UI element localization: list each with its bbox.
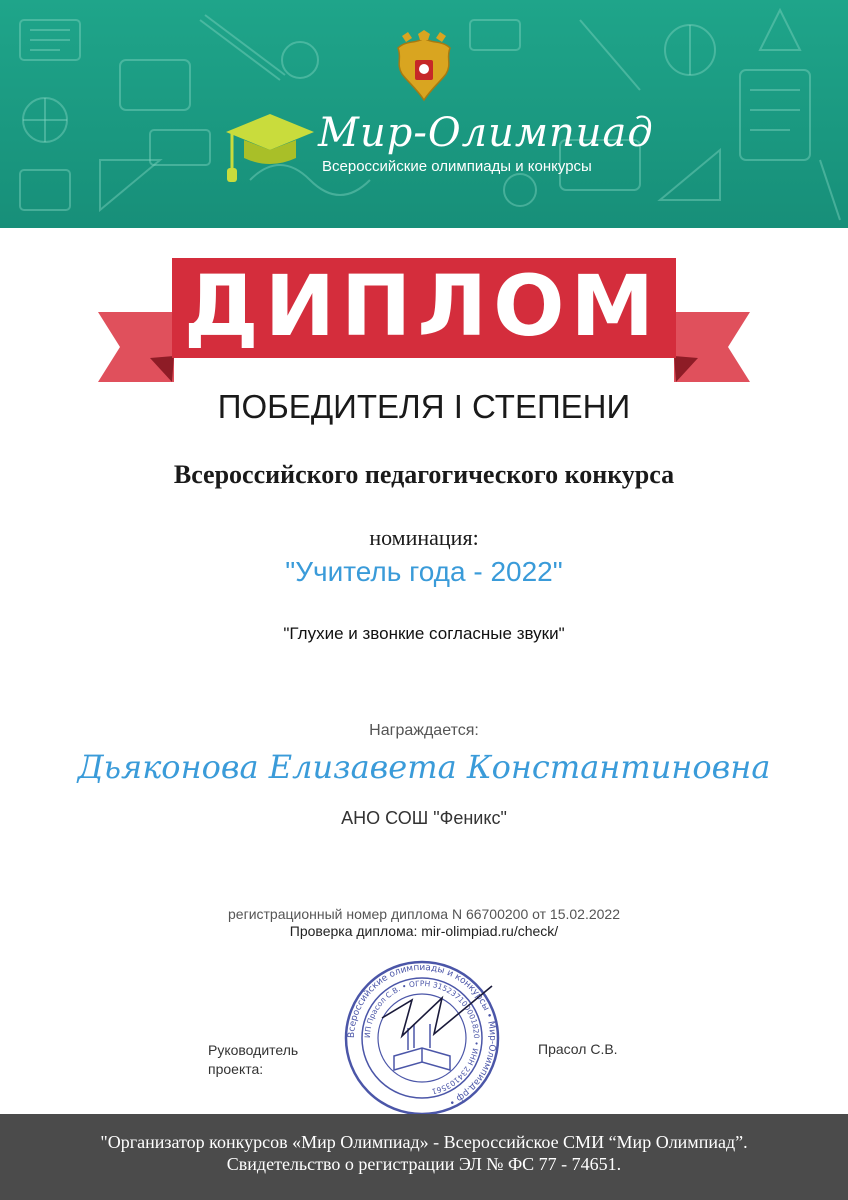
leader-name: Прасол С.В. <box>538 1041 618 1057</box>
awardee-organization: АНО СОШ "Феникс" <box>341 808 507 828</box>
leader-label: Руководитель проекта: <box>208 1042 299 1077</box>
contest-name: Всероссийского педагогического конкурса <box>173 460 675 489</box>
stamp-outer-text: Всероссийские олимпиады и конкурсы • Мир-Олимпиад.рф • <box>346 962 498 1108</box>
stamp-inner-text: ИП Прасол С.В. • ОГРН 315237100001820 • ИНН 234103561 <box>362 978 482 1097</box>
russian-coat-of-arms-icon <box>388 30 460 106</box>
awardee-name: Дьяконова Елизавета Константиновна <box>77 748 771 786</box>
footer <box>0 1114 848 1200</box>
logo-subtitle: Всероссийские олимпиады и конкурсы <box>322 158 592 175</box>
awarded-label: Награждается: <box>369 722 479 739</box>
footer-line-2: Свидетельство о регистрации ЭЛ № ФС 77 - 74651. <box>226 1154 622 1174</box>
nomination-value: "Учитель года - 2022" <box>285 556 563 587</box>
check-link[interactable]: Проверка диплома: mir-olimpiad.ru/check/ <box>289 923 559 939</box>
official-stamp <box>342 958 502 1118</box>
nomination-label: номинация: <box>369 525 479 550</box>
registration-number: регистрационный номер диплома N 66700200 от 15.02.2022 <box>228 906 620 922</box>
logo-title: Мир-Олимпиад <box>318 110 654 156</box>
footer-line-1: "Организатор конкурсов «Мир Олимпиад» - Всероссийское СМИ “Мир Олимпиад”. <box>100 1132 748 1152</box>
diploma-degree: ПОБЕДИТЕЛЯ I СТЕПЕНИ <box>217 388 631 425</box>
stamp-book-icon <box>394 1024 450 1070</box>
header-banner <box>0 0 848 228</box>
diploma-title: ДИПЛОМ <box>183 257 661 355</box>
site-logo <box>222 108 654 188</box>
work-title: "Глухие и звонкие согласные звуки" <box>283 624 565 643</box>
graduation-cap-icon <box>222 108 318 188</box>
